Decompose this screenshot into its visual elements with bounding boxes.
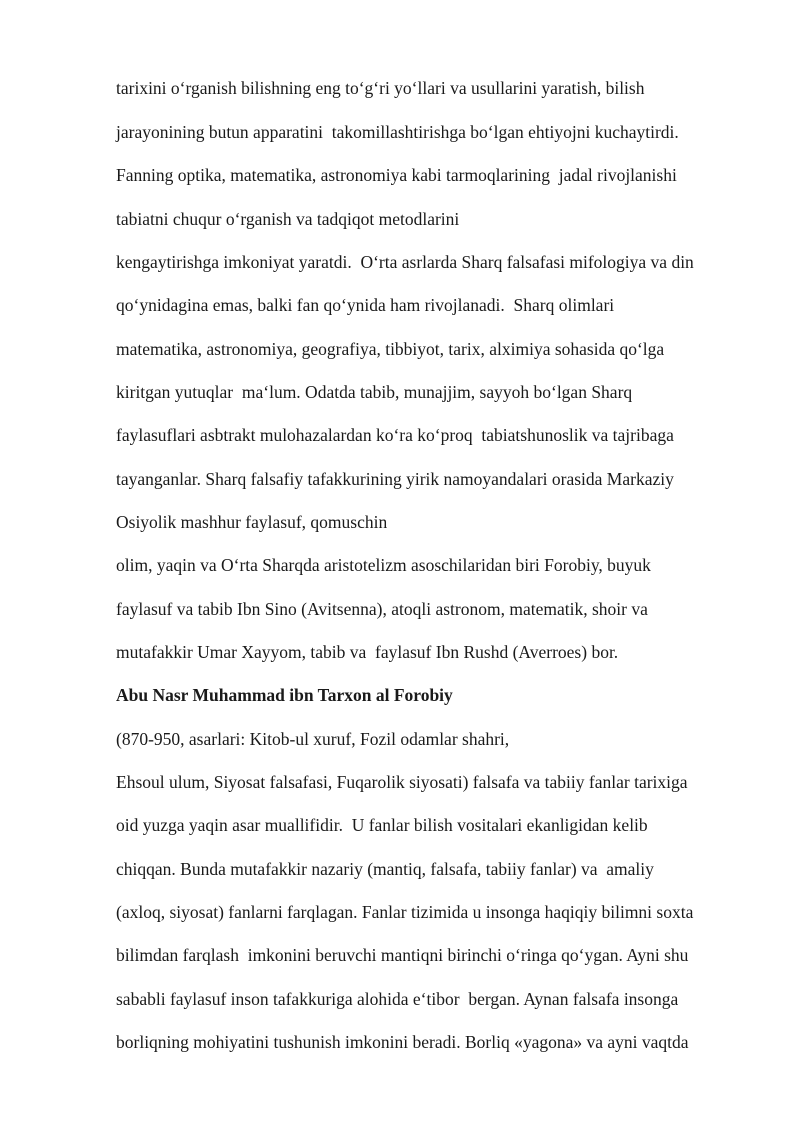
text-line: Fanning optika, matematika, astronomiya kabi tarmoqlarining jadal rivojlanishi [116,165,677,185]
text-line: oid yuzga yaqin asar muallifidir. U fanlar bilish vositalari ekanligidan kelib [116,815,648,835]
text-line: sababli faylasuf inson tafakkuriga alohida e‘tibor bergan. Aynan falsafa insonga [116,989,679,1009]
text-line: Osiyolik mashhur faylasuf, qomuschin [116,512,388,532]
text-line: bilimdan farqlash imkonini beruvchi mantiqni birinchi o‘ringa qo‘ygan. Ayni shu [116,945,689,965]
text-line: Ehsoul ulum, Siyosat falsafasi, Fuqarolik siyosati) falsafa va tabiiy fanlar tarixiga [116,772,688,792]
section-heading: Abu Nasr Muhammad ibn Tarxon al Forobiy [116,685,453,705]
text-line: kiritgan yutuqlar ma‘lum. Odatda tabib, munajjim, sayyoh bo‘lgan Sharq [116,382,633,402]
text-line: borliqning mohiyatini tushunish imkonini beradi. Borliq «yagona» va ayni vaqtda [116,1032,689,1052]
text-line: qo‘ynidagina emas, balki fan qo‘ynida ham rivojlanadi. Sharq olimlari [116,295,615,315]
text-line: mutafakkir Umar Xayyom, tabib va faylasuf Ibn Rushd (Averroes) bor. [116,642,619,662]
text-line: matematika, astronomiya, geografiya, tibbiyot, tarix, alximiya sohasida qo‘lga [116,339,665,359]
text-line: olim, yaqin va O‘rta Sharqda aristotelizm asoschilaridan biri Forobiy, buyuk [116,555,651,575]
text-line: chiqqan. Bunda mutafakkir nazariy (mantiq, falsafa, tabiiy fanlar) va amaliy [116,859,654,879]
text-line: faylasuf va tabib Ibn Sino (Avitsenna), atoqli astronom, matematik, shoir va [116,599,648,619]
text-line: kengaytirishga imkoniyat yaratdi. O‘rta asrlarda Sharq falsafasi mifologiya va din [116,252,694,272]
text-line: (axloq, siyosat) fanlarni farqlagan. Fanlar tizimida u insonga haqiqiy bilimni soxta [116,902,694,922]
text-line: tarixini o‘rganish bilishning eng to‘g‘ri yo‘llari va usullarini yaratish, bilish [116,78,645,98]
text-line: faylasuflari asbtrakt mulohazalardan ko‘ra ko‘proq tabiatshunoslik va tajribaga [116,425,674,445]
text-line: (870-950, asarlari: Kitob-ul xuruf, Fozil odamlar shahri, [116,729,510,749]
text-line: tabiatni chuqur o‘rganish va tadqiqot metodlarini [116,209,460,229]
text-line: jarayonining butun apparatini takomillashtirishga bo‘lgan ehtiyojni kuchaytirdi. [116,122,679,142]
text-line: tayanganlar. Sharq falsafiy tafakkurining yirik namoyandalari orasida Markaziy [116,469,674,489]
